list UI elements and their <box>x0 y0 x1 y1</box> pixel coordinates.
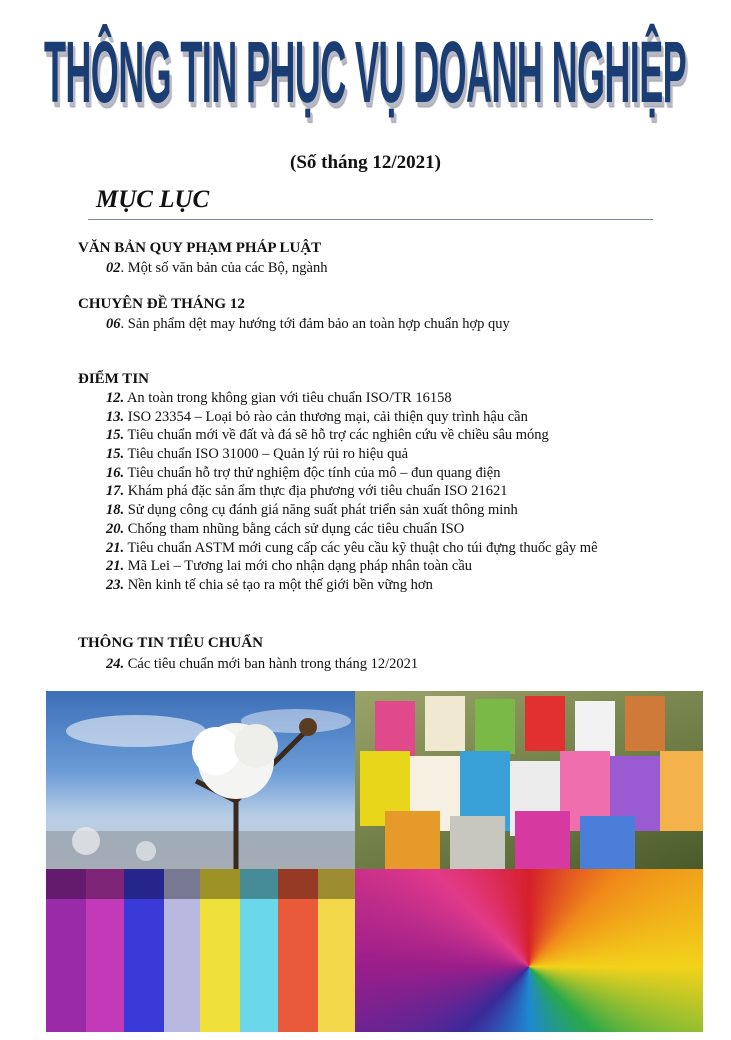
toc-text: Tiêu chuẩn hỗ trợ thử nghiệm độc tính của mô – đun quang điện <box>124 464 501 481</box>
section-title-feature: CHUYÊN ĐỀ THÁNG 12 <box>78 296 245 312</box>
fabric-photo <box>355 869 703 1032</box>
toc-item[interactable] <box>106 501 598 520</box>
section-items-feature <box>106 315 510 334</box>
toc-divider <box>88 219 653 220</box>
toc-item[interactable] <box>106 576 598 595</box>
cotton-photo <box>46 691 355 869</box>
toc-item[interactable] <box>106 464 598 483</box>
toc-text: Khám phá đặc sản ẩm thực địa phương với tiêu chuẩn ISO 21621 <box>124 483 508 500</box>
section-items-news <box>106 389 598 595</box>
toc-text: Mã Lei – Tương lai mới cho nhận dạng pháp nhân toàn cầu <box>124 558 473 575</box>
toc-page: 02 <box>106 260 121 276</box>
toc-text: Nền kinh tế chia sẻ tạo ra một thế giới bền vững hơn <box>124 576 433 593</box>
toc-text: Tiêu chuẩn ISO 31000 – Quản lý rủi ro hiệu quả <box>124 446 409 463</box>
toc-item[interactable] <box>106 482 598 501</box>
toc-item[interactable] <box>106 557 598 576</box>
shirts-photo <box>46 869 355 1032</box>
toc-item[interactable] <box>106 655 418 674</box>
toc-text: . Một số văn bản của các Bộ, ngành <box>120 260 328 276</box>
toc-item[interactable] <box>106 259 327 278</box>
toc-page: 18. <box>106 502 125 519</box>
toc-text: . Sản phẩm dệt may hướng tới đảm bảo an toàn hợp chuẩn hợp quy <box>120 316 510 332</box>
toc-page: 12. <box>106 390 125 406</box>
thread-spools-photo <box>355 691 703 869</box>
toc-page: 17. <box>106 483 125 500</box>
issue-label: (Số tháng 12/2021) <box>290 152 441 173</box>
toc-page: 13. <box>106 408 125 425</box>
toc-item[interactable] <box>106 315 510 334</box>
toc-text: Chống tham nhũng bằng cách sử dụng các tiêu chuẩn ISO <box>124 520 465 537</box>
toc-item[interactable] <box>106 408 598 427</box>
toc-item[interactable] <box>106 539 598 558</box>
toc-page: 20. <box>106 520 125 537</box>
toc-text: ISO 23354 – Loại bỏ rào cản thương mại, cải thiện quy trình hậu cần <box>124 408 528 425</box>
toc-item[interactable] <box>106 389 598 408</box>
toc-text: Tiêu chuẩn ASTM mới cung cấp các yêu cầu kỹ thuật cho túi đựng thuốc gây mê <box>124 539 598 556</box>
section-title-news: ĐIỂM TIN <box>78 371 149 387</box>
section-items-standards <box>106 655 418 674</box>
toc-page: 21. <box>106 558 125 575</box>
photo-collage <box>46 691 703 1032</box>
banner <box>0 22 731 152</box>
toc-page: 16. <box>106 464 125 481</box>
toc-text: Tiêu chuẩn mới về đất và đá sẽ hỗ trợ các nghiên cứu về chiều sâu móng <box>124 427 549 444</box>
section-title-standards: THÔNG TIN TIÊU CHUẨN <box>78 635 263 651</box>
toc-text: Các tiêu chuẩn mới ban hành trong tháng 12/2021 <box>124 656 419 672</box>
section-items-legal <box>106 259 327 278</box>
toc-page: 15. <box>106 446 125 463</box>
toc-text: Sử dụng công cụ đánh giá năng suất phát triển sản xuất thông minh <box>124 502 518 519</box>
toc-page: 15. <box>106 427 125 444</box>
toc-text: An toàn trong không gian với tiêu chuẩn ISO/TR 16158 <box>124 390 452 406</box>
toc-page: 24. <box>106 656 125 672</box>
toc-title: MỤC LỤC <box>96 186 210 213</box>
section-title-legal: VĂN BẢN QUY PHẠM PHÁP LUẬT <box>78 240 322 256</box>
banner-title: THÔNG TIN PHỤC VỤ DOANH NGHIỆP <box>44 23 687 121</box>
toc-page: 21. <box>106 539 125 556</box>
toc-item[interactable] <box>106 445 598 464</box>
toc-page: 06 <box>106 316 121 332</box>
toc-item[interactable] <box>106 520 598 539</box>
toc-page: 23. <box>106 576 125 593</box>
toc-item[interactable] <box>106 426 598 445</box>
